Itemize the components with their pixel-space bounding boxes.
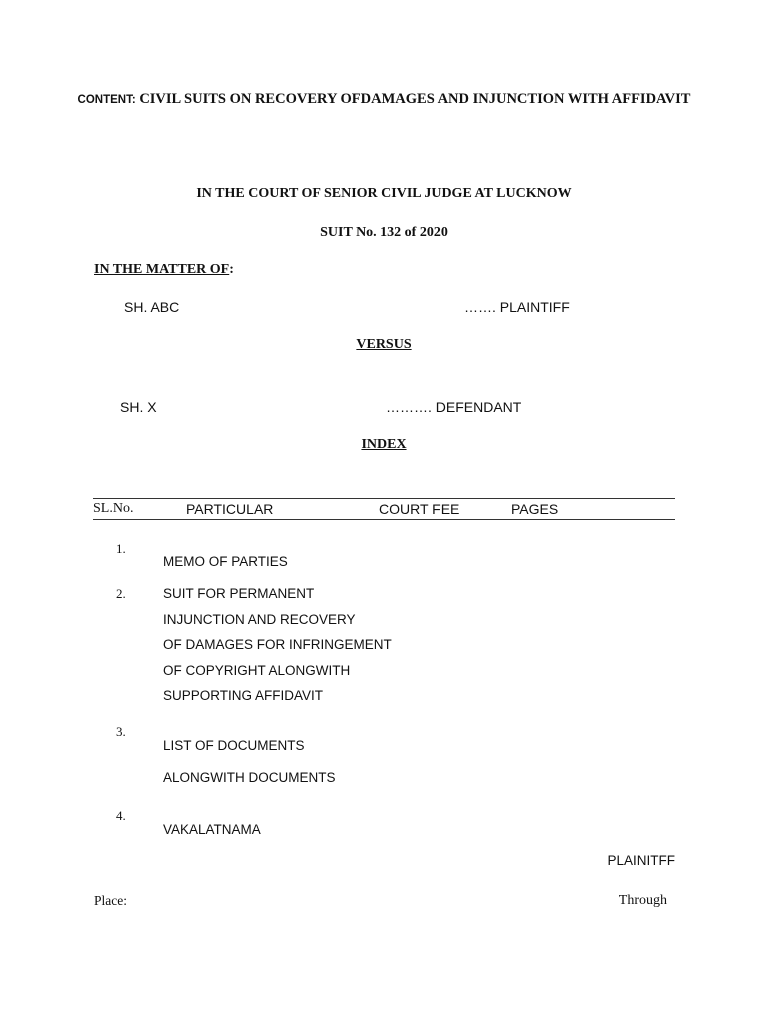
column-header-sl-no: SL.No. xyxy=(93,501,134,516)
place-label: Place: xyxy=(94,893,127,908)
content-prefix: CONTENT: xyxy=(77,94,136,106)
defendant-role: ………. DEFENDANT xyxy=(386,399,522,415)
plaintiff-signature-label: PLAINITFF xyxy=(607,853,675,868)
column-header-pages: PAGES xyxy=(511,501,559,517)
row-particular: OF COPYRIGHT ALONGWITH xyxy=(163,662,351,678)
table-rule-top xyxy=(93,498,675,499)
matter-colon: : xyxy=(229,262,234,277)
column-header-particular: PARTICULAR xyxy=(186,501,274,517)
content-title-text: CIVIL SUITS ON RECOVERY OFDAMAGES AND INJUNCTION WITH AFFIDAVIT xyxy=(139,91,691,107)
matter-heading xyxy=(94,262,234,278)
row-particular: OF DAMAGES FOR INFRINGEMENT xyxy=(163,637,392,652)
row-number: 2. xyxy=(116,586,126,601)
through-label: Through xyxy=(618,893,667,908)
row-number: 4. xyxy=(116,808,126,823)
row-particular: LIST OF DOCUMENTS xyxy=(163,738,305,753)
row-particular: SUIT FOR PERMANENT xyxy=(163,586,315,601)
suit-number: SUIT No. 132 of 2020 xyxy=(320,225,448,240)
defendant-name: SH. X xyxy=(120,399,157,415)
court-heading: IN THE COURT OF SENIOR CIVIL JUDGE AT LUCKNOW xyxy=(196,186,572,201)
row-particular: SUPPORTING AFFIDAVIT xyxy=(163,688,324,703)
row-number: 3. xyxy=(116,724,126,739)
row-number: 1. xyxy=(116,541,126,556)
versus-heading: VERSUS xyxy=(356,337,412,352)
column-header-court-fee: COURT FEE xyxy=(379,501,460,517)
plaintiff-name: SH. ABC xyxy=(124,299,180,315)
row-particular: ALONGWITH DOCUMENTS xyxy=(163,770,336,785)
row-particular: MEMO OF PARTIES xyxy=(163,554,288,569)
row-particular: VAKALATNAMA xyxy=(163,822,261,837)
document-title xyxy=(60,86,708,113)
index-heading: INDEX xyxy=(361,437,407,452)
table-rule-bottom xyxy=(93,519,675,520)
matter-label: IN THE MATTER OF xyxy=(94,262,230,277)
plaintiff-role: ……. PLAINTIFF xyxy=(464,299,570,315)
row-particular: INJUNCTION AND RECOVERY xyxy=(163,611,356,627)
